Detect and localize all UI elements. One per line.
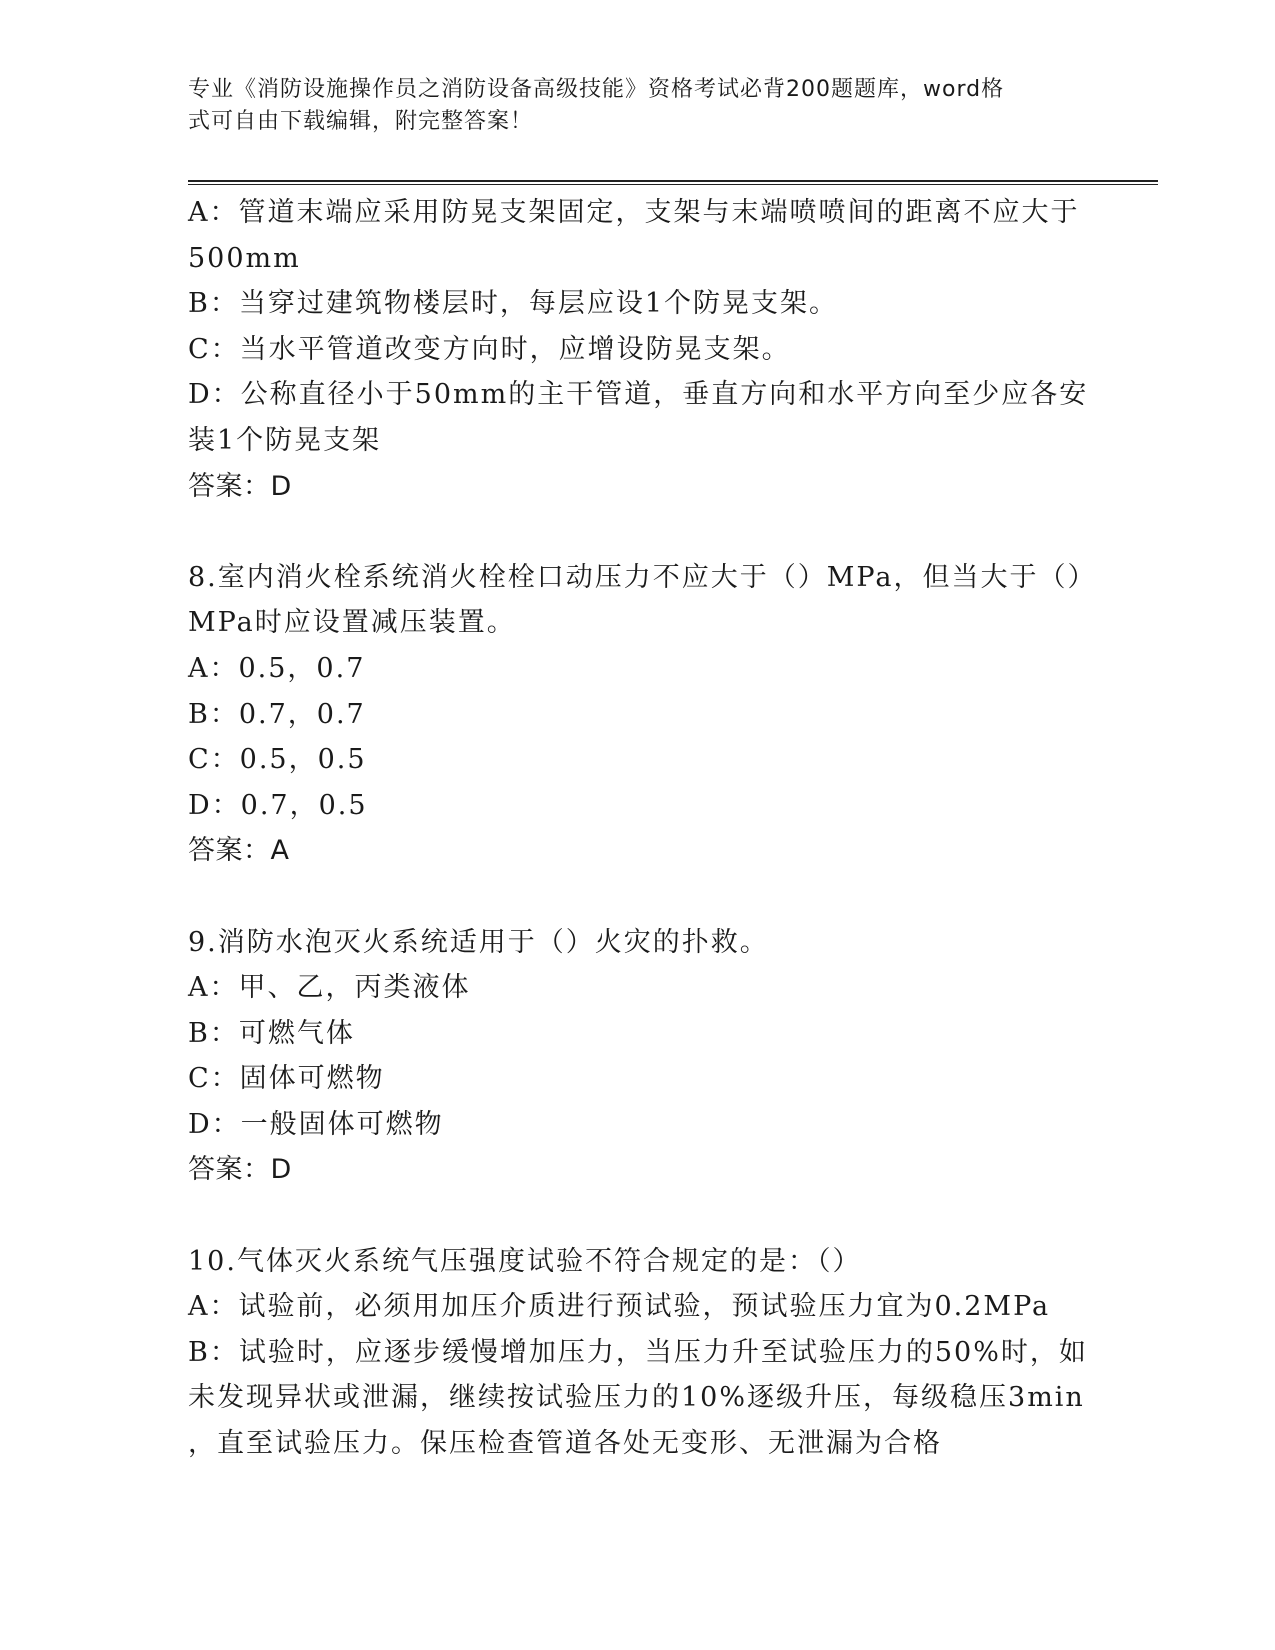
spacer xyxy=(188,509,1088,555)
q9-answer: 答案：D xyxy=(188,1154,292,1186)
q10-option-a: A：试验前，必须用加压介质进行预试验，预试验压力宜为0.2MPa xyxy=(188,1291,1051,1323)
q8-option-a: A：0.5，0.7 xyxy=(188,652,366,684)
q8-option-b: B：0.7，0.7 xyxy=(188,698,366,730)
q9-option-c: C：固体可燃物 xyxy=(188,1063,385,1095)
q10-stem: 10.气体灭火系统气压强度试验不符合规定的是：（） xyxy=(188,1245,862,1277)
q9-stem: 9.消防水泡灭火系统适用于（）火灾的扑救。 xyxy=(188,926,769,958)
q8-stem-line-2: MPa时应设置减压装置。 xyxy=(188,607,516,639)
q7-option-b: B：当穿过建筑物楼层时，每层应设1个防晃支架。 xyxy=(188,288,839,320)
q10-option-b-line-1: B：试验时，应逐步缓慢增加压力，当压力升至试验压力的50%时，如 xyxy=(188,1336,1088,1368)
question-10 xyxy=(188,1239,1088,1467)
q7-option-a-line-1: A：管道末端应采用防晃支架固定，支架与末端喷喷间的距离不应大于 xyxy=(188,197,1080,228)
q7-answer: 答案：D xyxy=(188,470,292,502)
q10-option-b-line-3: ，直至试验压力。保压检查管道各处无变形、无泄漏为合格 xyxy=(188,1428,942,1460)
q8-option-d: D：0.7，0.5 xyxy=(188,789,368,821)
q9-option-d: D：一般固体可燃物 xyxy=(188,1108,444,1140)
question-8 xyxy=(188,555,1097,874)
q7-option-c: C：当水平管道改变方向时，应增设防晃支架。 xyxy=(188,333,791,365)
header-line-2: 式可自由下载编辑，附完整答案！ xyxy=(188,109,534,134)
q7-option-a-line-2: 500mm xyxy=(188,242,301,274)
q8-answer: 答案：A xyxy=(188,835,290,867)
q7-option-d-line-1: D：公称直径小于50mm的主干管道，垂直方向和水平方向至少应各安 xyxy=(188,379,1089,411)
header-line-1: 专业《消防设施操作员之消防设备高级技能》资格考试必背200题题库，word格 xyxy=(188,77,1005,102)
q9-option-b: B：可燃气体 xyxy=(188,1017,355,1049)
question-9 xyxy=(188,920,1088,1194)
document-body xyxy=(188,190,1097,1467)
spacer xyxy=(188,874,1088,920)
q8-stem-line-1: 8.室内消火栓系统消火栓栓口动压力不应大于（）MPa，但当大于（） xyxy=(188,561,1097,593)
q10-option-b-line-2: 未发现异状或泄漏，继续按试验压力的10%逐级升压，每级稳压3min xyxy=(188,1382,1085,1414)
header-divider xyxy=(188,180,1158,185)
q9-option-a: A：甲、乙，丙类液体 xyxy=(188,972,471,1004)
spacer xyxy=(188,1193,1088,1239)
page-header xyxy=(188,74,1068,138)
question-7 xyxy=(188,190,1088,509)
q8-option-c: C：0.5，0.5 xyxy=(188,744,367,776)
q7-option-d-line-2: 装1个防晃支架 xyxy=(188,424,382,456)
